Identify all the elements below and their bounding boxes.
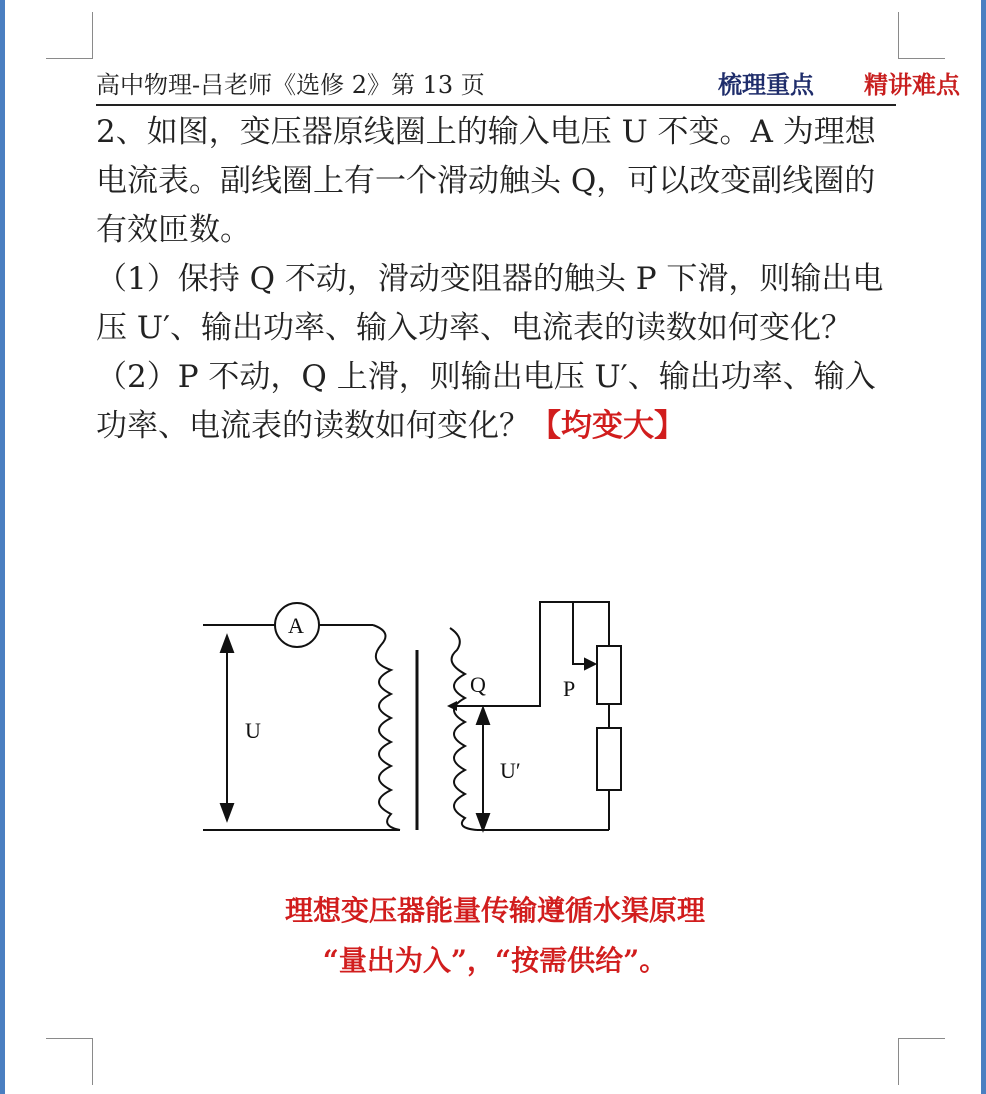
input-voltage-arrowhead-down: [221, 804, 233, 820]
slider-p-arrowhead: [585, 659, 595, 669]
header-tagline-key-points: 梳理重点: [718, 70, 814, 99]
crop-mark-top-right: [898, 12, 945, 59]
transformer-circuit-diagram: [195, 590, 645, 845]
output-voltage-arrowhead-up: [477, 708, 489, 724]
secondary-coil: [450, 628, 477, 830]
primary-coil: [373, 625, 400, 830]
header-tagline-difficult-points: 精讲难点: [864, 70, 960, 99]
input-voltage-arrowhead-up: [221, 636, 233, 652]
tap-q-label: Q: [470, 672, 486, 697]
crop-mark-bottom-right: [898, 1038, 945, 1085]
slider-p-label: P: [563, 676, 576, 701]
question-1: （1）保持 Q 不动，滑动变阻器的触头 P 下滑，则输出电压 U′、输出功率、输入功率、电流表的读数如何变化？: [96, 261, 884, 346]
page-header: [96, 66, 960, 106]
summary-note: [170, 886, 820, 986]
output-voltage-label: U′: [500, 758, 521, 783]
summary-line-2: “量出为入”，“按需供给”。: [322, 944, 668, 977]
question-2-text: （2）P 不动，Q 上滑，则输出电压 U′、输出功率、输入功率、电流表的读数如何变化？: [96, 359, 876, 444]
rheostat-resistor: [597, 646, 621, 704]
header-title: 高中物理-吕老师《选修 2》第 13 页: [96, 71, 485, 99]
crop-mark-bottom-left: [46, 1038, 93, 1085]
page-border-left: [0, 0, 5, 1094]
slider-p-lead: [573, 602, 589, 664]
input-voltage-label: U: [245, 718, 261, 743]
question-2-answer: 【均变大】: [530, 408, 685, 444]
fixed-resistor: [597, 728, 621, 790]
question-2: [96, 353, 906, 451]
problem-text: [96, 108, 906, 451]
output-voltage-arrowhead-down: [477, 814, 489, 830]
ammeter-label: A: [288, 613, 304, 638]
problem-intro: 2、如图，变压器原线圈上的输入电压 U 不变。A 为理想电流表。副线圈上有一个滑动触头 Q，可以改变副线圈的有效匝数。: [96, 114, 876, 248]
crop-mark-top-left: [46, 12, 93, 59]
page-border-right: [981, 0, 986, 1094]
summary-line-1: 理想变压器能量传输遵循水渠原理: [284, 894, 705, 927]
